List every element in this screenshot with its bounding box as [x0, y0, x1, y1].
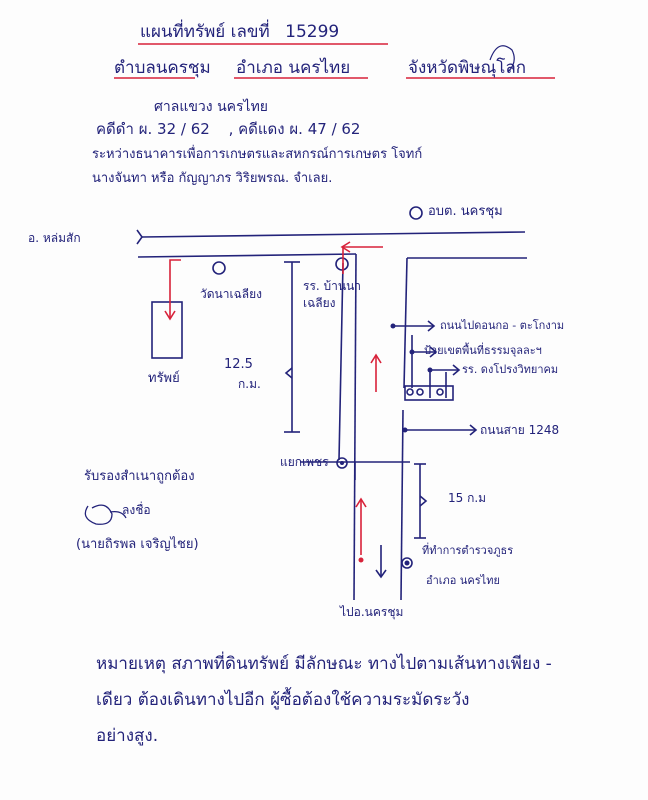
case-numbers — [96, 122, 360, 137]
arrow-left — [137, 230, 142, 244]
temple-marker — [213, 262, 225, 274]
right-label-3: รร. ดงโปรงวิทยาคม — [462, 363, 559, 376]
school-marker — [336, 258, 348, 270]
tambon-label: ตำบลนครชุม — [114, 58, 211, 78]
main-road-bottom — [138, 254, 356, 257]
police-label-1: ที่ทำการตำรวจภูธร — [422, 544, 514, 557]
distance-2: 15 ก.ม — [448, 491, 487, 505]
distance-1-unit: ก.ม. — [238, 377, 261, 391]
police-label-2: อำเภอ นครไทย — [426, 574, 500, 587]
case-red: , คดีแดง ผ. 47 / 62 — [228, 120, 361, 138]
court-label: ศาลแขวง นครไทย — [154, 99, 268, 115]
parties-line-1: ระหว่างธนาคารเพื่อการเกษตรและสหกรณ์การเกษตร โจทก์ — [92, 147, 423, 162]
page-title — [140, 24, 339, 41]
right-label-2: ป้ายเขตพื้นที่ธรรมจุลละฯ — [424, 344, 542, 357]
distance-1: 12.5 — [224, 357, 253, 372]
province-label: จังหวัดพิษณุโลก — [408, 58, 527, 78]
certify-label: รับรองสำเนาถูกต้อง — [84, 469, 195, 484]
signer-name: (นายถิรพล เจริญไชย) — [76, 537, 199, 552]
property-label: ทรัพย์ — [148, 371, 180, 386]
parties-line-2: นางจันทา หรือ กัญญาภร วิริยพรณ. จำเลย. — [92, 171, 333, 186]
road-vertical-right-bottom — [401, 410, 403, 600]
road-bottom-label: ไปอ.นครชุม — [340, 605, 404, 619]
remark-line-1: หมายเหตุ สภาพที่ดินทรัพย์ มีลักษณะ ทางไปตามเส้นทางเพียง - — [96, 654, 552, 674]
property-plot — [152, 302, 182, 358]
temple-label: วัดนาเฉลียง — [200, 287, 262, 301]
signature-scribble — [85, 505, 126, 524]
road-left-label: อ. หล่มสัก — [28, 231, 81, 245]
road-vertical-right-top — [404, 258, 407, 388]
road-1248-label: ถนนสาย 1248 — [480, 423, 560, 437]
obt-marker — [410, 207, 422, 219]
right-label-1: ถนนไปดอนกอ - ตะโกงาม — [440, 319, 565, 332]
remark-line-3: อย่างสูง. — [96, 726, 159, 746]
school-label: รร. บ้านนาเฉลียง — [303, 279, 362, 310]
main-road-top — [142, 232, 525, 237]
signature-label: ลงชื่อ — [122, 503, 151, 517]
remark-line-2: เดียว ต้องเดินทางไปอีก ผู้ซื้อต้องใช้ความระมัดระวัง — [96, 690, 470, 710]
obt-label: อบต. นครชุม — [428, 204, 503, 219]
title-prefix: แผนที่ทรัพย์ เลขที่ — [140, 22, 270, 42]
lot-number: 15299 — [285, 22, 340, 42]
case-black: คดีดำ ผ. 32 / 62 — [96, 120, 210, 138]
junction-label: แยกเพชร — [280, 455, 329, 469]
amphoe-label: อำเภอ นครไทย — [236, 58, 351, 78]
